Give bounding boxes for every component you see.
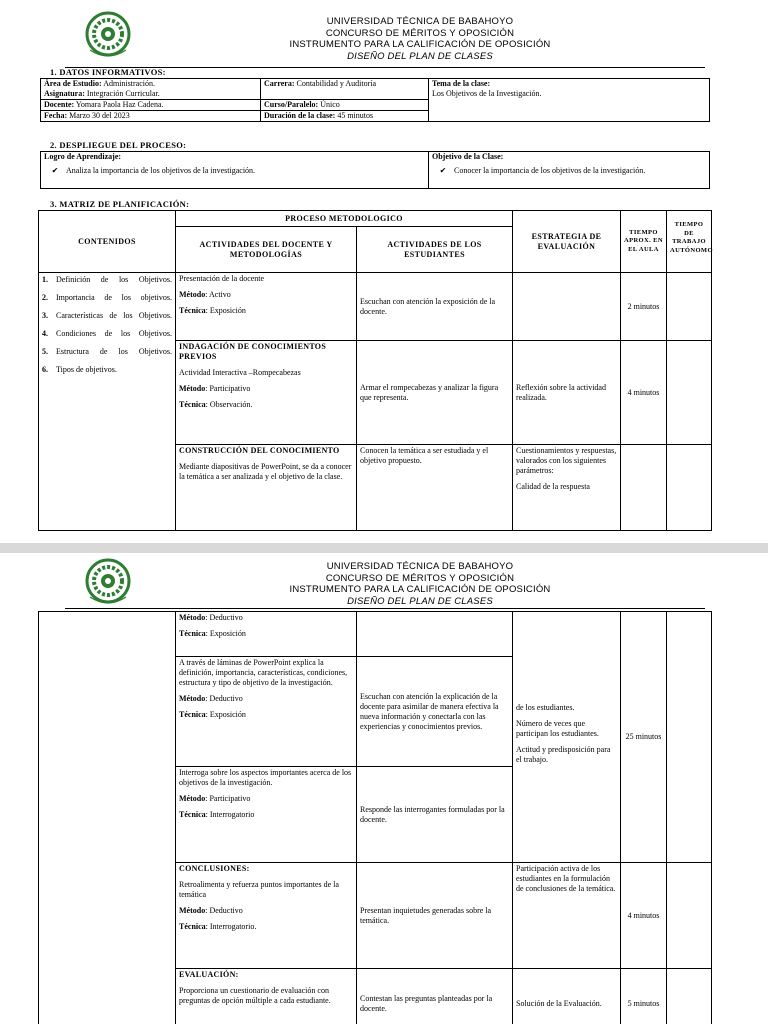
row2-estudiantes: Armar el rompecabezas y analizar la figura que representa. [357,341,513,445]
header-docente: ACTIVIDADES DEL DOCENTE Y METODOLOGÍAS [176,227,357,273]
p2-row3-estudiantes: Responde las interrogantes formuladas por la docente. [357,767,513,863]
p2-row4-tiempo: 4 minutos [621,863,667,969]
document-header [230,561,610,607]
duracion-value: 45 minutos [335,111,374,120]
asignatura-value: Integración Curricular. [84,89,160,98]
p2-autonomo-merged [667,612,712,863]
checkmark-icon: ✔ [51,166,59,175]
university-logo [82,557,134,609]
document-page-2 [0,553,768,1024]
header-rule [65,608,705,609]
p2-row5-docente: EVALUACIÓN: Proporciona un cuestionario de evaluación con preguntas de opción múltiple a cada estudiante. [176,969,357,1024]
p2-row5-tiempo: 5 minutos [621,969,667,1024]
p2-row4-autonomo [667,863,712,969]
fecha-label: Fecha: [44,111,68,120]
header-estrategia: ESTRATEGIA DE EVALUACIÓN [513,211,621,273]
docente-value: Yomara Paola Haz Cadena. [74,100,164,109]
row1-autonomo [667,273,712,341]
carrera-label: Carrera: [264,79,295,88]
objetivo-value: Conocer la importancia de los objetivos de la investigación. [454,166,646,175]
header-tiempo: TIEMPO APROX. EN EL AULA [621,211,667,273]
row3-estrategia: Cuestionamientos y respuestas, valorados con los siguientes parámetros: Calidad de la respuesta [513,445,621,531]
header-contest: CONCURSO DE MÉRITOS Y OPOSICIÓN [325,572,515,584]
row1-estrategia [513,273,621,341]
row2-docente: INDAGACIÓN DE CONOCIMIENTOS PREVIOS Actividad Interactiva –Rompecabezas Método: Participativo Técnica: Observación. [176,341,357,445]
header-instrument: INSTRUMENTO PARA LA CALIFICACIÓN DE OPOSICIÓN [289,39,551,50]
datos-informativos-table [40,78,710,122]
objetivo-label: Objetivo de la Clase: [432,152,504,161]
duracion-label: Duración de la clase: [264,111,336,120]
p2-row2-estudiantes: Escuchan con atención la explicación de la docente para asimilar de manera efectiva la nueva información y conectarla con las experiencias y conocimientos previos. [357,657,513,767]
p2-row4-estudiantes: Presentan inquietudes generadas sobre la temática. [357,863,513,969]
p2-row2-docente: A través de láminas de PowerPoint explica la definición, importancia, características, condiciones, estructura y tipo de objetivo de la investigación. Método: Deductivo Técnica: Exposición [176,657,357,767]
tema-label: Tema de la clase: [432,79,491,88]
contenidos-list [39,273,176,531]
matriz-table-page-2 [38,611,712,1024]
area-label: Área de Estudio: [44,79,102,88]
row2-autonomo [667,341,712,445]
header-contest: CONCURSO DE MÉRITOS Y OPOSICIÓN [325,27,515,39]
p2-tiempo-merged: 25 minutos [621,612,667,863]
row3-autonomo [667,445,712,531]
p2-row5-estudiantes: Contestan las preguntas planteadas por la docente. [357,969,513,1024]
section-2-title: 2. DESPLIEGUE DEL PROCESO: [50,140,187,150]
list-item: 3. Características de los Objetivos. [42,311,172,320]
logro-label: Logro de Aprendizaje: [44,152,122,161]
despliegue-table [40,151,710,189]
header-plan-title: DISEÑO DEL PLAN DE CLASES [347,595,493,607]
list-item: 4. Condiciones de los Objetivos. [42,329,172,338]
p2-row1-docente: Método: Deductivo Técnica: Exposición [176,612,357,657]
header-instrument: INSTRUMENTO PARA LA CALIFICACIÓN DE OPOSICIÓN [289,584,551,595]
area-value: Administración. [101,79,155,88]
header-university: UNIVERSIDAD TÉCNICA DE BABAHOYO [326,16,514,27]
row3-tiempo [621,445,667,531]
asignatura-label: Asignatura: [44,89,85,98]
checkmark-icon: ✔ [439,166,447,175]
header-university: UNIVERSIDAD TÉCNICA DE BABAHOYO [326,561,514,572]
section-3-title: 3. MATRIZ DE PLANIFICACIÓN: [50,199,190,209]
header-estudiantes: ACTIVIDADES DE LOS ESTUDIANTES [357,227,513,273]
carrera-value: Contabilidad y Auditoría [294,79,377,88]
row1-estudiantes: Escuchan con atención la exposición de la docente. [357,273,513,341]
header-autonomo: TIEMPO DE TRABAJO AUTÓNOMO [667,211,712,273]
section-1-title: 1. DATOS INFORMATIVOS: [50,67,166,77]
fecha-value: Marzo 30 del 2023 [67,111,130,120]
university-logo [82,10,134,62]
list-item: 5. Estructura de los Objetivos. [42,347,172,356]
contenidos-continued [39,612,176,1024]
p2-row5-autonomo [667,969,712,1024]
logro-value: Analiza la importancia de los objetivos de la investigación. [66,166,256,175]
header-contenidos: CONTENIDOS [39,211,176,273]
p2-row4-estrategia: Participación activa de los estudiantes en la formulación de conclusiones de la temática. [513,863,621,969]
p2-row5-estrategia: Solución de la Evaluación. [513,969,621,1024]
curso-value: Único [318,100,340,109]
row2-estrategia: Reflexión sobre la actividad realizada. [513,341,621,445]
list-item: 1. Definición de los Objetivos. [42,275,172,284]
docente-label: Docente: [44,100,75,109]
page-separator [0,543,768,553]
row1-tiempo: 2 minutos [621,273,667,341]
p2-row3-docente: Interroga sobre los aspectos importantes acerca de los objetivos de la investigación. Método: Participativo Técnica: Interrogatorio [176,767,357,863]
row2-tiempo: 4 minutos [621,341,667,445]
matriz-table-page-1 [38,210,712,531]
list-item: 6. Tipos de objetivos. [42,365,117,374]
p2-row1-estudiantes [357,612,513,657]
header-plan-title: DISEÑO DEL PLAN DE CLASES [347,50,493,62]
list-item: 2. Importancia de los objetivos. [42,293,172,302]
p2-estrategia-merged: de los estudiantes. Número de veces que participan los estudiantes. Actitud y predisposición para el trabajo. [513,612,621,863]
curso-label: Curso/Paralelo: [264,100,319,109]
document-header [230,16,610,62]
row3-docente: CONSTRUCCIÓN DEL CONOCIMIENTO Mediante diapositivas de PowerPoint, se da a conocer la temática a ser analizada y el objetivo de la clase. [176,445,357,531]
row3-estudiantes: Conocen la temática a ser estudiada y el objetivo propuesto. [357,445,513,531]
p2-row4-docente: CONCLUSIONES: Retroalimenta y refuerza puntos importantes de la temática Método: Deductivo Técnica: Interrogatorio. [176,863,357,969]
tema-value: Los Objetivos de la Investigación. [432,89,542,98]
row1-docente: Presentación de la docente Método: Activo Técnica: Exposición [176,273,357,341]
header-proceso: PROCESO METODOLOGICO [176,211,513,227]
